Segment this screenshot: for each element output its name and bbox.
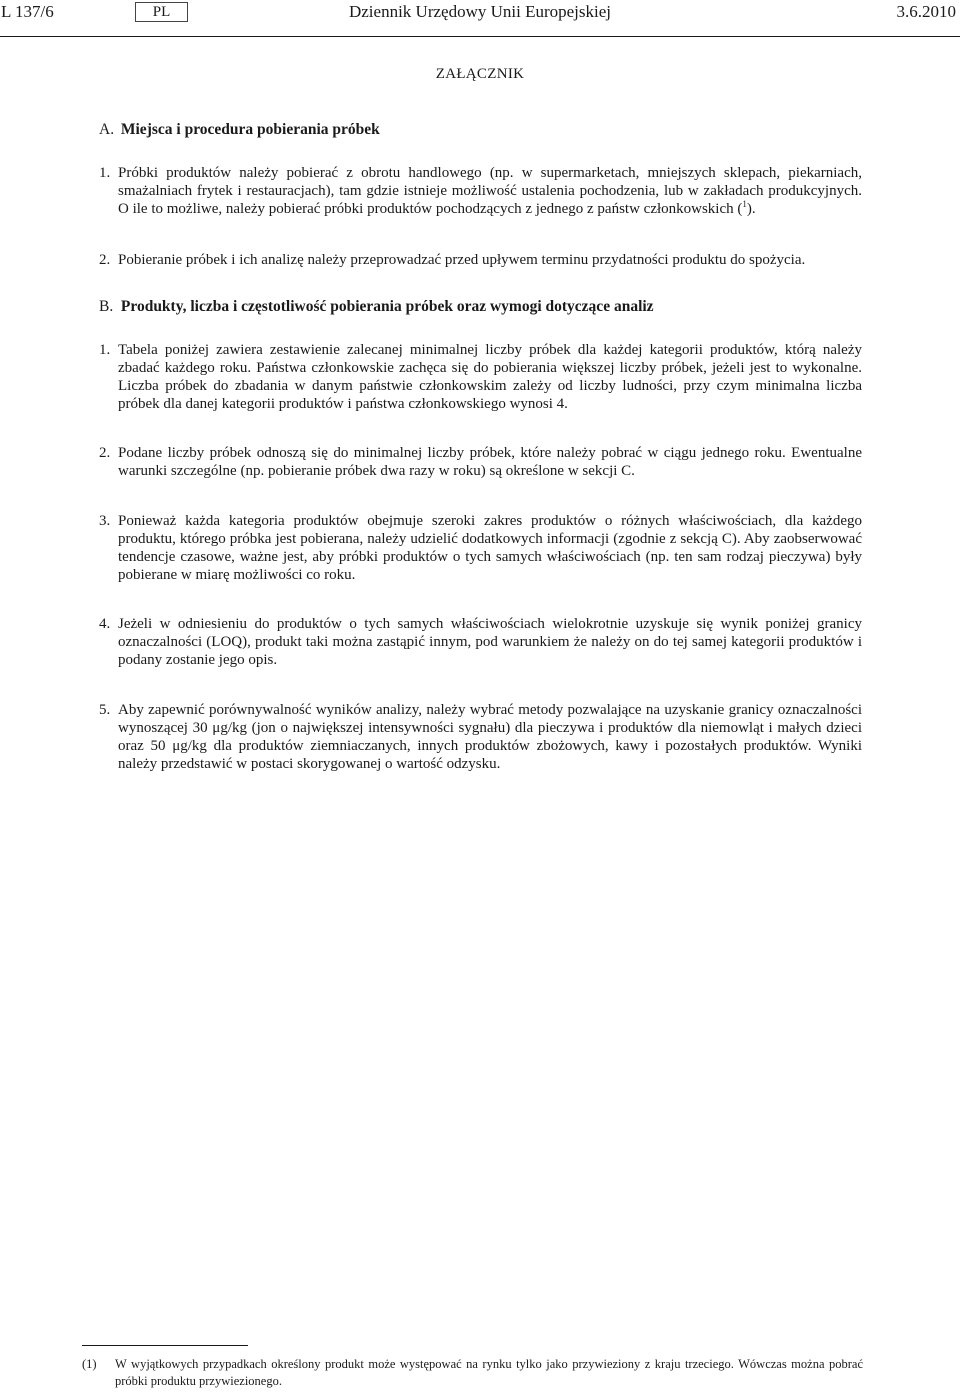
annex-title: ZAŁĄCZNIK <box>435 66 525 82</box>
section-title: Miejsca i procedura pobierania próbek <box>120 121 380 138</box>
footnote-text: W wyjątkowych przypadkach określony produkt może występować na rynku tylko jako przywieziony z kraju trzeciego. Wówczas można pobrać próbki produktu przywiezionego. <box>115 1357 863 1388</box>
journal-series: L 137/6 <box>1 2 54 21</box>
footnote-ref: 1 <box>742 199 747 209</box>
language-badge: PL <box>135 2 188 22</box>
paragraph-b5 <box>99 701 862 773</box>
footnote-rule <box>82 1345 248 1346</box>
paragraph-b3 <box>99 512 862 584</box>
paragraph-number: 1. <box>99 165 111 181</box>
paragraph-number: 2. <box>99 252 111 268</box>
paragraph-b1 <box>99 341 862 413</box>
footnote-number: (1) <box>82 1357 97 1371</box>
footnote <box>82 1356 863 1390</box>
paragraph-b2 <box>99 444 862 480</box>
section-number: B. <box>99 298 114 315</box>
paragraph-number: 1. <box>99 342 111 358</box>
paragraph-b4 <box>99 615 862 669</box>
paragraph-text: Podane liczby próbek odnoszą się do minimalnej liczby próbek, które należy pobrać w ciągu jednego roku. Ewentualne warunki szczególne (np. pobieranie próbek dwa razy w roku) są określone w sekcji C. <box>118 445 862 479</box>
paragraph-text: Próbki produktów należy pobierać z obrotu handlowego (np. w supermarketach, mniejszych sklepach, piekarniach, smażalniach frytek i restauracjach), tam gdzie istnieje możliwość ustalenia pochodzenia, lub w zakładach produkcyjnych. O ile to możliwe, należy pobierać próbki produktów pochodzących z jednego z państw członkowskich <box>118 165 862 217</box>
header-rule <box>0 36 960 37</box>
section-a-heading <box>99 121 869 139</box>
paragraph-text: Pobieranie próbek i ich analizę należy przeprowadzać przed upływem terminu przydatności produktu do spożycia. <box>118 252 806 268</box>
paragraph-text: Tabela poniżej zawiera zestawienie zalecanej minimalnej liczby próbek dla każdej kategorii produktów, którą należy zbadać każdego roku. Państwa członkowskie zachęca się do pobierania większej liczby próbek, jeżeli jest to wykonalne. Liczba próbek do zbadania w danym państwie członkowskim zależy od liczby ludności, przy czym minimalna liczba próbek dla danej kategorii produktów i państwa członkowskiego wynosi 4. <box>118 342 862 412</box>
paragraph-text: Jeżeli w odniesieniu do produktów o tych samych właściwościach wielokrotnie uzyskuje się wynik poniżej granicy oznaczalności (LOQ), produkt taki można zastąpić innym, pod warunkiem że należy on do tej samej kategorii produktów i podany zostanie jego opis. <box>118 616 862 668</box>
paragraph-text: Ponieważ każda kategoria produktów obejmuje szeroki zakres produktów o różnych właściwościach, dla każdego produktu, którego próbka jest pobierana, należy udzielić dodatkowych informacji (zgodnie z sekcją C). Aby zaobserwować tendencje czasowe, ważne jest, aby próbki produktów o tych samych właściwościach (np. ten sam rodzaj pieczywa) były pobierane w miarę możliwości co roku. <box>118 513 862 583</box>
journal-title: Dziennik Urzędowy Unii Europejskiej <box>348 2 611 21</box>
section-title: Produkty, liczba i częstotliwość pobierania próbek oraz wymogi dotyczące analiz <box>120 298 654 315</box>
paragraph-number: 2. <box>99 445 111 461</box>
paragraph-number: 4. <box>99 616 111 632</box>
section-number: A. <box>99 121 115 138</box>
publication-date: 3.6.2010 <box>896 2 956 21</box>
paragraph-a2 <box>99 251 862 269</box>
paragraph-number: 5. <box>99 702 111 718</box>
paragraph-number: 3. <box>99 513 111 529</box>
page-header <box>0 2 960 28</box>
section-b-heading <box>99 298 869 316</box>
paragraph-text: Aby zapewnić porównywalność wyników analizy, należy wybrać metody pozwalające na uzyskanie granicy oznaczalności wynoszącej 30 μg/kg (jon o największej intensywności sygnału) dla pieczywa i produktów dla niemowląt i małych dzieci oraz 50 μg/kg dla produktów ziemniaczanych, innych produktów zbożowych, kawy i pozostałych produktów. Wyniki należy przedstawić w postaci skorygowanej o wartość odzysku. <box>118 702 862 772</box>
paragraph-a1: 1. Próbki produktów należy pobierać z obrotu handlowego (np. w supermarketach, mniejszych sklepach, piekarniach, smażalniach frytek i restauracjach), tam gdzie istnieje możliwość ustalenia pochodzenia, lub w zakładach produkcyjnych. O ile to możliwe, należy pobierać próbki produktów pochodzących z jednego z państw członkowskich ($^1$). <box>99 165 862 217</box>
